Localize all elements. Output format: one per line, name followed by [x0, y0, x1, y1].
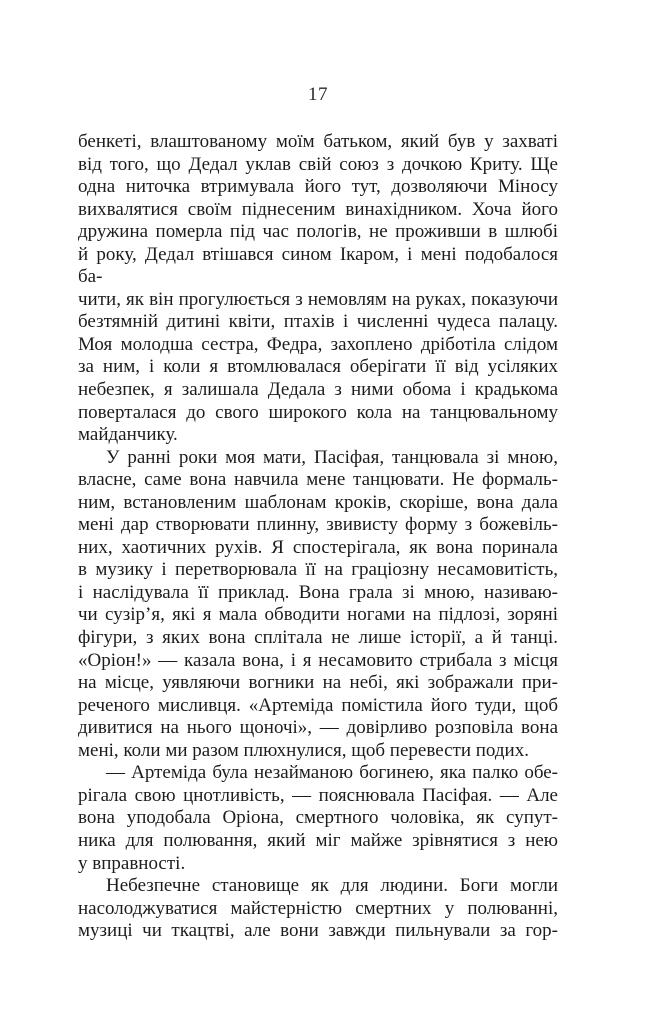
text-line: вихвалятися своїм піднесеним винахідником. Хоча його — [78, 198, 558, 220]
text-line: Моя молодша сестра, Федра, захоплено дріботіла слідом — [78, 333, 558, 355]
text-line: У ранні роки моя мати, Пасіфая, танцювала зі мною, — [106, 446, 558, 468]
text-line: насолоджуватися майстерністю смертних у полюванні, — [78, 897, 558, 919]
page-number: 17 — [308, 84, 328, 105]
text-line: і наслідувала її приклад. Вона грала зі мною, називаю- — [78, 581, 558, 603]
text-line: у вправності. — [78, 852, 186, 874]
text-line: дружина померла під час пологів, не проживши в шлюбі — [78, 221, 558, 243]
text-line: мені дар створювати плинну, звивисту форму з божевіль- — [78, 514, 558, 536]
text-line: ним, встановленим шаблонам кроків, скоріше, вона дала — [78, 491, 558, 513]
text-line: за ним, і коли я втомлювалася оберігати її від усіляких — [78, 356, 558, 378]
text-line: від того, що Дедал уклав свій союз з дочкою Криту. Ще — [78, 153, 558, 175]
text-line: й року, Дедал втішався сином Ікаром, і мені подобалося ба- — [78, 243, 558, 288]
paragraph — [78, 762, 558, 875]
text-line: ника для полювання, який міг майже зрівнятися з нею — [78, 829, 558, 851]
paragraph — [78, 875, 558, 943]
text-line: поверталася до свого широкого кола на танцювальному — [78, 401, 558, 423]
paragraph — [78, 131, 558, 447]
text-line: музиці чи ткацтві, але вони завжди пильнували за гор- — [78, 920, 558, 942]
text-line: рігала свою цнотливість, — пояснювала Пасіфая. — Але — [78, 784, 558, 806]
text-line: безтямній дитині квіти, птахів і численні чудеса палацу. — [78, 311, 558, 333]
paragraph — [78, 447, 558, 763]
text-line: фігури, з яких вона сплітала не лише історії, а й танці. — [78, 627, 558, 649]
text-line: них, хаотичних рухів. Я спостерігала, як вона поринала — [78, 536, 558, 558]
text-line: майданчику. — [78, 424, 178, 446]
text-line: небезпек, я залишала Дедала з ними обома і крадькома — [78, 379, 558, 401]
text-line: бенкеті, влаштованому моїм батьком, який був у захваті — [78, 131, 558, 152]
text-line: мені, коли ми разом плюхнулися, щоб перевести подих. — [78, 739, 529, 761]
text-line: Небезпечне становище як для людини. Боги могли — [106, 875, 558, 897]
text-line: реченого мисливця. «Артеміда помістила його туди, щоб — [78, 694, 558, 716]
text-line: вона уподобала Оріона, смертного чоловіка, як супут- — [78, 807, 558, 829]
text-line: дивитися на нього щоночі», — довірливо розповіла вона — [78, 717, 558, 739]
body-text — [78, 131, 558, 943]
text-line: в музику і перетворювала її на граціозну несамовитість, — [78, 559, 558, 581]
text-line: власне, саме вона навчила мене танцювати. Не формаль- — [78, 469, 558, 491]
text-line: одна ниточка втримувала його тут, дозволяючи Міносу — [78, 176, 558, 198]
text-line: «Оріон!» — казала вона, і я несамовито стрибала з місця — [78, 649, 558, 671]
text-line: чити, як він прогулюється з немовлям на руках, показуючи — [78, 288, 558, 310]
text-line: — Артеміда була незайманою богинею, яка палко обе- — [106, 762, 558, 784]
text-line: на місце, уявляючи вогники на небі, які зображали при- — [78, 672, 558, 694]
text-line: чи сузір’я, які я мала обводити ногами на підлозі, зоряні — [78, 604, 558, 626]
